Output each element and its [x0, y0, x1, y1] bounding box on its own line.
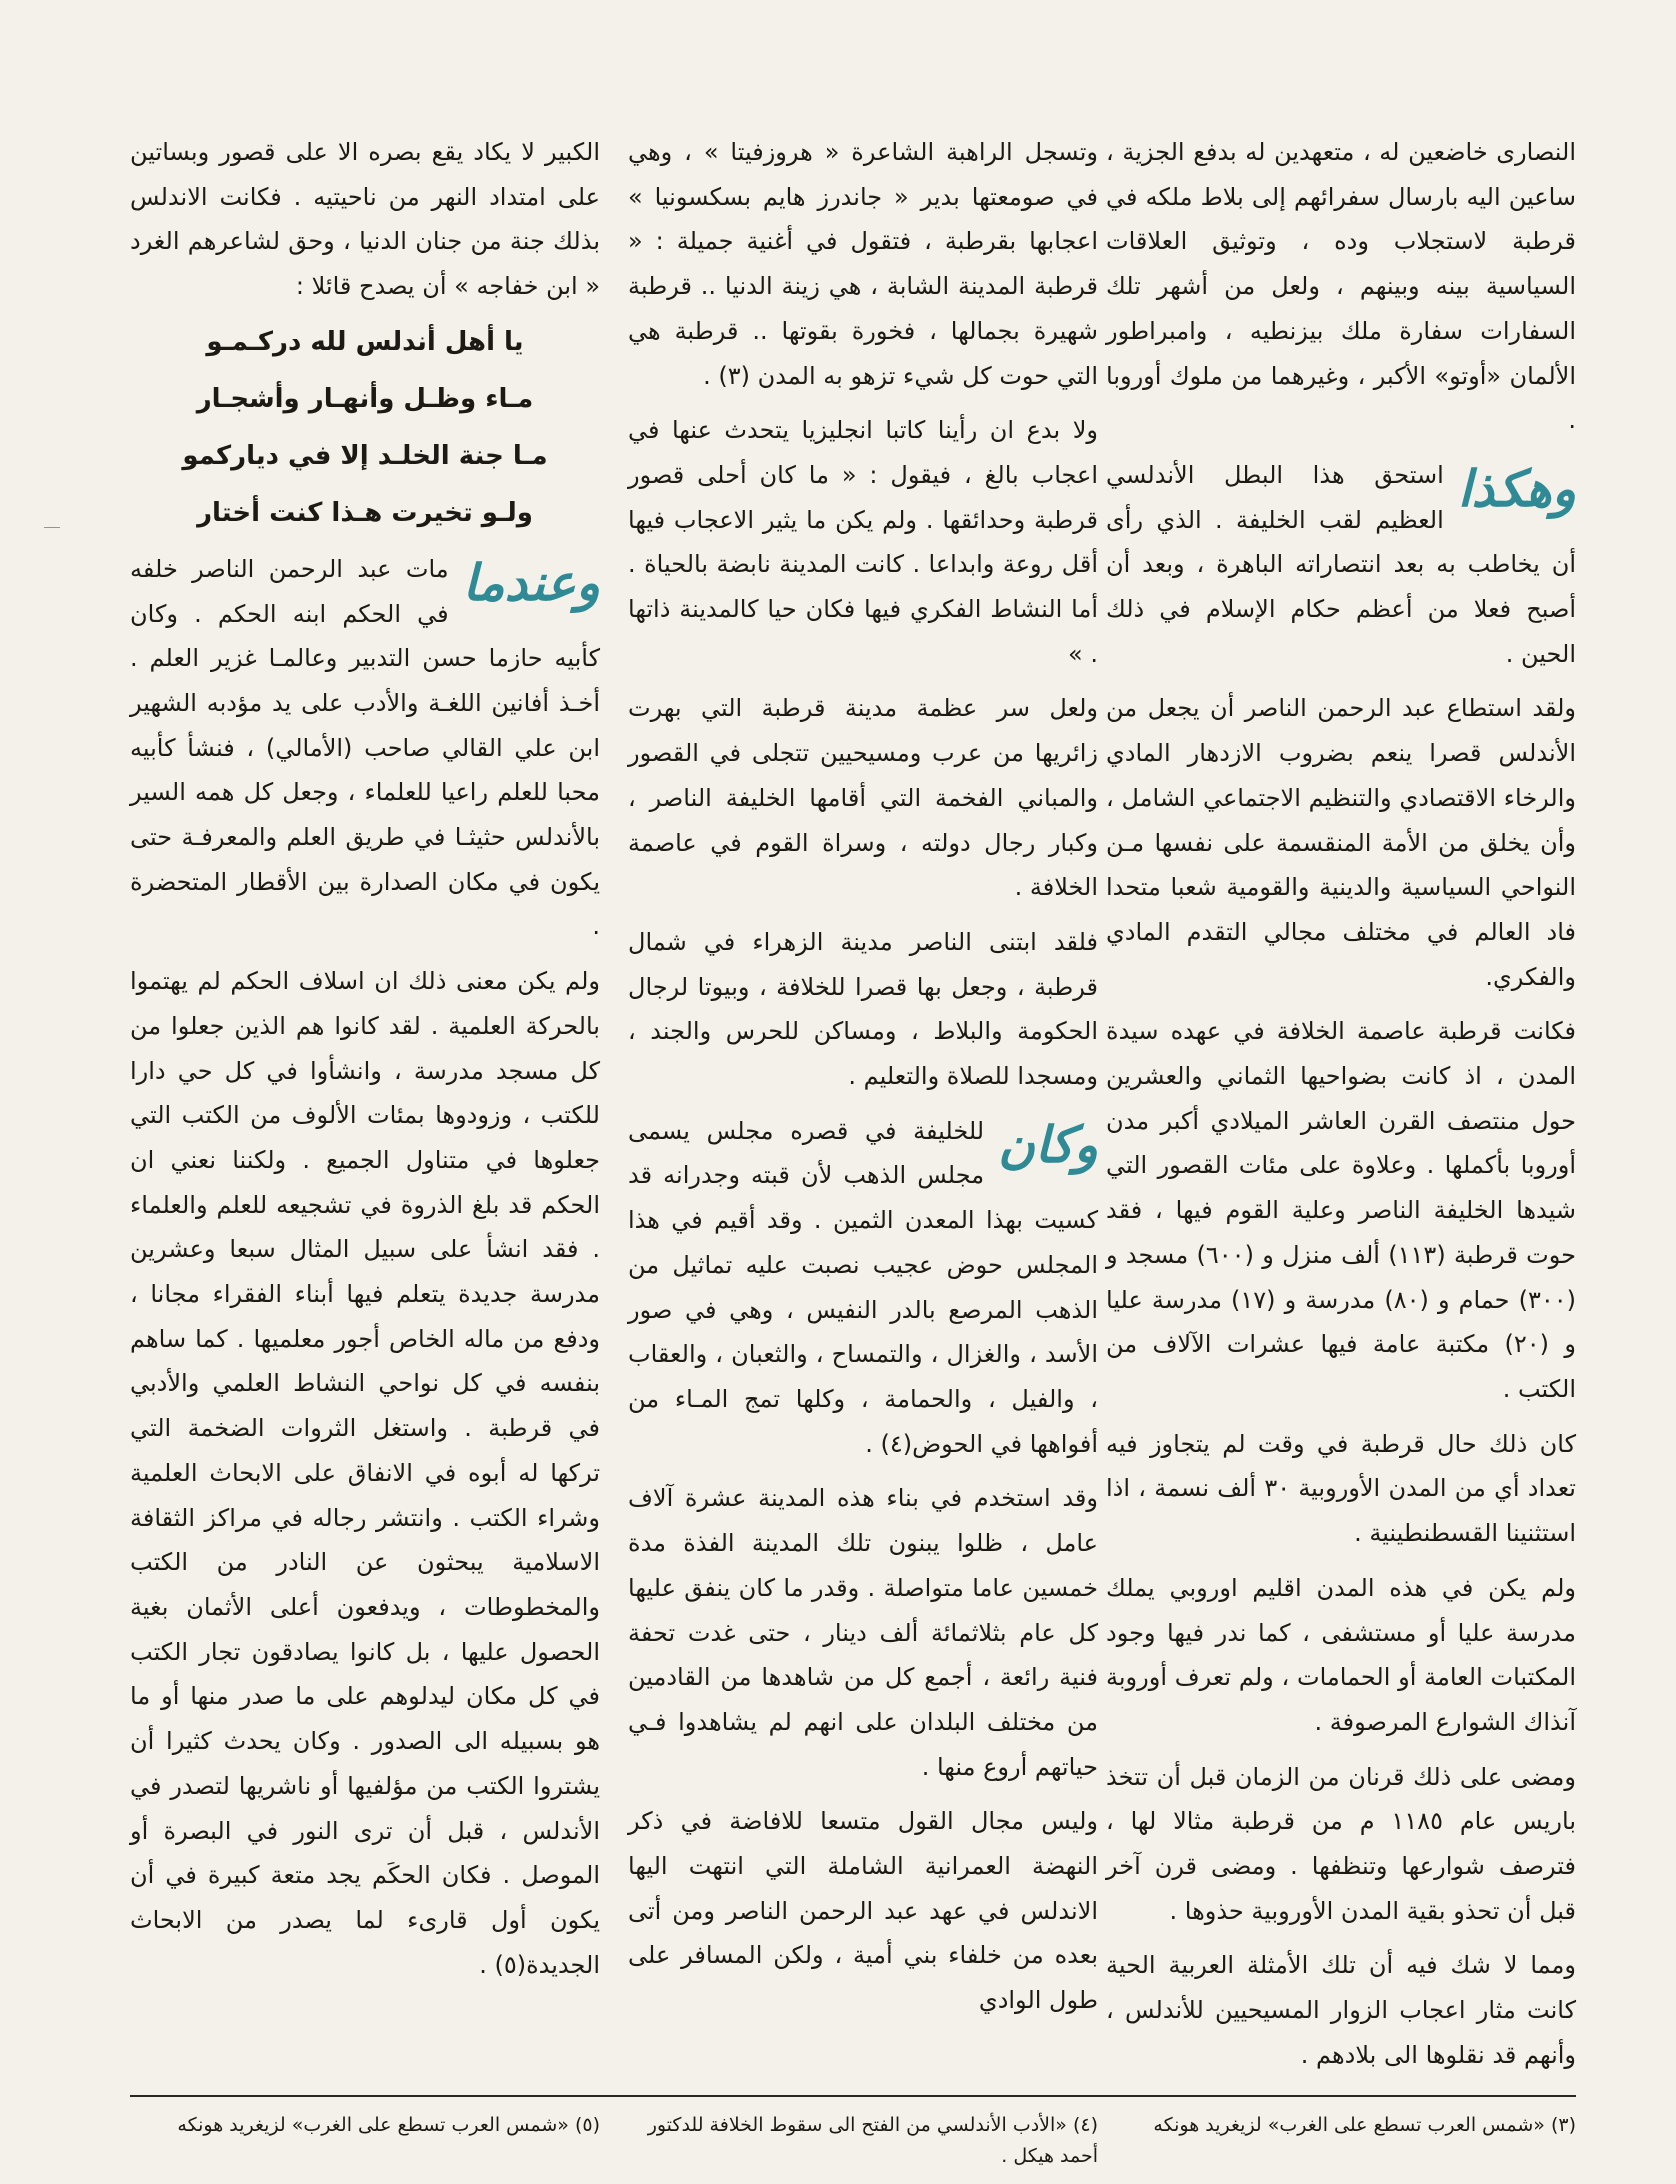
paragraph-with-initial	[628, 1109, 1098, 1467]
paragraph: النصارى خاضعين له ، متعهدين له بدفع الجزية ، ساعين اليه بارسال سفرائهم إلى بلاط ملكه في قرطبة لاستجلاب وده ، وتوثيق العلاقات السياسية بينه وبينهم ، ولعل من أشهر تلك السفارات سفارة ملك بيزنطيه ، وامبراطور الألمان «أوتو» الأكبر ، وغيرهما من ملوك أوروبا .	[1106, 138, 1576, 435]
poem-verses	[130, 319, 600, 537]
paragraph-text: استحق هذا البطل الأندلسي العظيم لقب الخليفة . الذي رأى أن يخاطب به بعد انتصاراته الباهرة ، وبعد أن أصبح فعلا من أعظم حكام الإسلام في ذلك الحين .	[1106, 460, 1576, 668]
paragraph: ومما لا شك فيه أن تلك الأمثلة العربية الحية كانت مثار اعجاب الزوار المسيحيين للأندلس ، وأنهم قد نقلوها الى بلادهم .	[1106, 1951, 1576, 2069]
column-right	[1106, 130, 1576, 2088]
paragraph: ومضى على ذلك قرنان من الزمان قبل أن تتخذ باريس عام ١١٨٥ م من قرطبة مثالا لها ، فترصف شوارعها وتنظفها . ومضى قرن آخر قبل أن تحذو بقية المدن الأوروبية حذوها .	[1106, 1762, 1576, 1925]
footnote-4: (٤) «الأدب الأندلسي من الفتح الى سقوط الخلافة للدكتور أحمد هيكل .	[647, 2114, 1098, 2167]
footnote-5: (٥) «شمس العرب تسطع على الغرب» لزيغريد هونكه	[177, 2114, 600, 2136]
margin-tick	[44, 527, 60, 528]
paragraph-with-initial	[1106, 453, 1576, 677]
poem-verse: مـا جنة الخلـد إلا في دياركمو	[182, 440, 548, 471]
paragraph: فكانت قرطبة عاصمة الخلافة في عهده سيدة المدن ، اذ كانت بضواحيها الثماني والعشرين حول منتصف القرن العاشر الميلادي أكبر مدن أوروبا بأكملها . وعلاوة على مئات القصور التي شيدها الخليفة الناصر وعلية القوم فيها ، فقد حوت قرطبة (١١٣) ألف منزل و (٦٠٠) مسجد و (٣٠٠) حمام و (٨٠) مدرسة و (١٧) مدرسة عليا و (٢٠) مكتبة عامة فيها عشرات الآلاف من الكتب .	[1106, 1017, 1577, 1403]
paragraph: كان ذلك حال قرطبة في وقت لم يتجاوز فيه تعداد أي من المدن الأوروبية ٣٠ ألف نسمة ، اذا استثنينا القسطنطينية .	[1106, 1429, 1576, 1548]
column-middle	[628, 130, 1098, 2033]
paragraph: فلقد ابتنى الناصر مدينة الزهراء في شمال قرطبة ، وجعل بها قصرا للخلافة ، وبيوتا لرجال الحكومة والبلاط ، ومساكن للحرس والجند ، ومسجدا للصلاة والتعليم .	[628, 927, 1098, 1091]
footnote-3: (٣) «شمس العرب تسطع على الغرب» لزيغريد هونكه	[1153, 2114, 1576, 2136]
paragraph: وتسجل الراهبة الشاعرة « هروزفيتا » ، وهي في صومعتها بدير « جاندرز هايم بسكسونيا » اعجابها بقرطبة ، فتقول في أغنية جميلة : « قرطبة المدينة الشابة ، هي زينة الدنيا .. قرطبة شهيرة بجمالها ، فخورة بقوتها .. قرطبة هي التي حوت كل شيء تزهو به المدن (٣) .	[628, 138, 1098, 390]
paragraph-text: للخليفة في قصره مجلس يسمى مجلس الذهب لأن قبته وجدرانه قد كسيت بهذا المعدن الثمين . وقد أقيم في هذا المجلس حوض عجيب نصبت عليه تماثيل من الذهب المرصع بالدر النفيس ، وهي في صور الأسد ، والغزال ، والتمساح ، والثعبان ، والعقاب ، والفيل ، والحمامة ، وكلها تمج المـاء من أفواهها في الحوض(٤) .	[628, 1116, 1098, 1458]
poem-verse: يا أهل أندلس لله دركـمـو	[206, 326, 524, 357]
poem-verse: ولـو تخيرت هـذا كنت أختار	[197, 497, 533, 528]
decorative-initial: وهكذا	[1457, 458, 1576, 518]
poem-verse: مـاء وظـل وأنهـار وأشجـار	[196, 383, 534, 414]
paragraph: ولم يكن معنى ذلك ان اسلاف الحكم لم يهتموا بالحركة العلمية . لقد كانوا هم الذين جعلوا من كل مسجد مدرسة ، وانشأوا في كل حي دارا للكتب ، وزودوها بمئات الألوف من الكتب التي جعلوها في متناول الجميع . ولكننا نعني ان الحكم قد بلغ الذروة في تشجيعه للعلم والعلماء . فقد انشأ على سبيل المثال سبعا وعشرين مدرسة جديدة يتعلم فيها أبناء الفقراء مجانا ، ودفع من ماله الخاص أجور معلميها . كما ساهم بنفسه في كل نواحي النشاط العلمي والأدبي في قرطبة . واستغل الثروات الضخمة التي تركها له أبوه في الانفاق على الابحاث العلمية وشراء الكتب . وانتشر رجاله في مراكز الثقافة الاسلامية يبحثون عن النادر من الكتب والمخطوطات ، ويدفعون أعلى الأثمان بغية الحصول عليها ، بل كانوا يصادقون تجار الكتب في كل مكان ليدلوهم على ما صدر منها أو ما هو بسبيله الى الصدور . وكان يحدث كثيرا أن يشتروا الكتب من مؤلفيها أو ناشريها لتصدر في الأندلس ، قبل أن ترى النور في البصرة أو الموصل . فكان الحكَم يجد متعة كبيرة في أن يكون أول قارىء لما يصدر من الابحاث الجديدة(٥) .	[130, 967, 600, 1979]
column-left	[130, 130, 600, 1997]
paragraph: وليس مجال القول متسعا للافاضة في ذكر النهضة العمرانية الشاملة التي انتهت اليها الاندلس في عهد عبد الرحمن الناصر ومن أتى بعده من خلفاء بني أمية ، ولكن المسافر على طول الوادي	[628, 1807, 1098, 2015]
paragraph: ولا بدع ان رأينا كاتبا انجليزيا يتحدث عنها في اعجاب بالغ ، فيقول : « ما كان أحلى قصور قرطبة وحدائقها . ولم يكن ما يثير الاعجاب فيها أقل روعة وابداعا . كانت المدينة نابضة بالحياة . أما النشاط الفكري فيها فكان حيا كالمدينة ذاتها . »	[628, 416, 1098, 668]
decorative-initial: وكان	[998, 1114, 1098, 1174]
footnote-divider	[130, 2095, 1576, 2097]
paragraph-text: مات عبد الرحمن الناصر خلفه في الحكم ابنه الحكم . وكان كأبيه حازما حسن التدبير وعالمـا غزير العلم . أخـذ أفانين اللغـة والأدب على يد مؤدبه الشهير ابن علي القالي صاحب (الأمالي) ، فنشأ كأبيه محبا للعلم راعيا للعلماء ، وجعل كل همه السير بالأندلس حثيثـا في طريق العلم والمعرفـة حتى يكون في مكان الصدارة بين الأقطار المتحضرة .	[130, 554, 600, 941]
paragraph: الكبير لا يكاد يقع بصره الا على قصور وبساتين على امتداد النهر من ناحيتيه . فكانت الاندلس بذلك جنة من جنان الدنيا ، وحق لشاعرهم الغرد « ابن خفاجه » أن يصدح قائلا :	[130, 138, 600, 301]
paragraph: ولعل سر عظمة مدينة قرطبة التي بهرت زائريها من عرب ومسيحيين تتجلى في القصور والمباني الفخمة التي أقامها الخليفة الناصر ، وكبار رجال دولته ، وسراة القوم في عاصمة الخلافة .	[628, 694, 1098, 902]
paragraph: وقد استخدم في بناء هذه المدينة عشرة آلاف عامل ، ظلوا يبنون تلك المدينة الفذة مدة خمسين عاما متواصلة . وقدر ما كان ينفق عليها كل عام بثلاثمائة ألف دينار ، حتى غدت تحفة فنية رائعة ، أجمع كل من شاهدها من القادمين من مختلف البلدان على انهم لم يشاهدوا فـي حياتهم أروع منها .	[628, 1484, 1098, 1781]
paragraph: ولم يكن في هذه المدن اقليم اوروبي يملك مدرسة عليا أو مستشفى ، كما ندر فيها وجود المكتبات العامة أو الحمامات ، ولم تعرف أوروبة آنذاك الشوارع المرصوفة .	[1106, 1573, 1576, 1736]
decorative-initial: وعندما	[462, 552, 600, 612]
paragraph-with-initial	[130, 547, 600, 949]
paragraph: ولقد استطاع عبد الرحمن الناصر أن يجعل من الأندلس قصرا ينعم بضروب الازدهار المادي والرخاء الاقتصادي والتنظيم الاجتماعي الشامل ، وأن يخلق من الأمة المنقسمة على نفسها مـن النواحي السياسية والدينية والقومية شعبا متحدا فاد العالم في مختلف مجالي التقدم المادي والفكري.	[1106, 694, 1576, 991]
